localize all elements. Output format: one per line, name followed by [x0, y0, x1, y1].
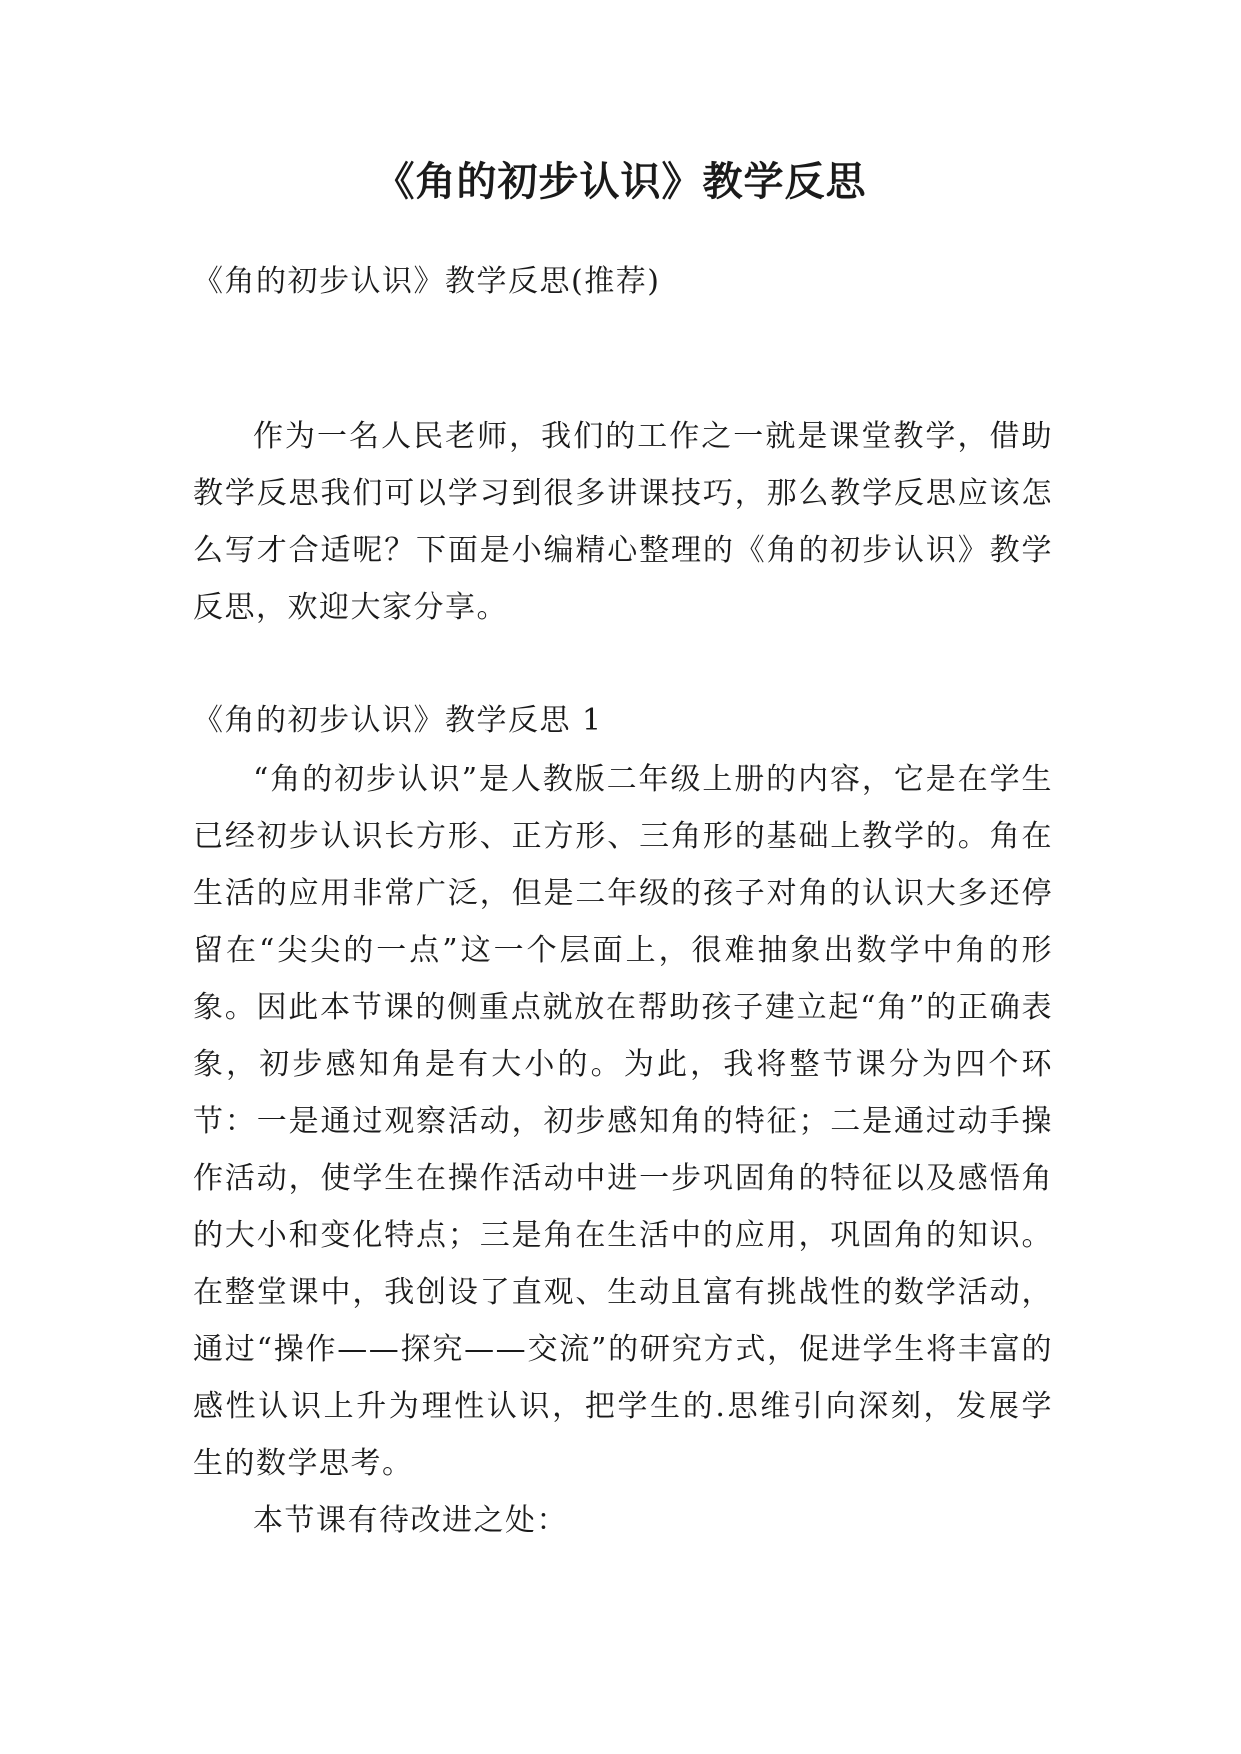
section-body	[193, 751, 1053, 1549]
intro-paragraph: 作为一名人民老师，我们的工作之一就是课堂教学，借助教学反思我们可以学习到很多讲课技巧，那么教学反思应该怎么写才合适呢？下面是小编精心整理的《角的初步认识》教学反思，欢迎大家分享。	[193, 419, 1053, 625]
section-paragraph: “角的初步认识”是人教版二年级上册的内容，它是在学生已经初步认识长方形、正方形、三角形的基础上教学的。角在生活的应用非常广泛，但是二年级的孩子对角的认识大多还停留在“尖尖的一点”这一个层面上，很难抽象出数学中角的形象。因此本节课的侧重点就放在帮助孩子建立起“角”的正确表象，初步感知角是有大小的。为此，我将整节课分为四个环节：一是通过观察活动，初步感知角的特征；二是通过动手操作活动，使学生在操作活动中进一步巩固角的特征以及感悟角的大小和变化特点；三是角在生活中的应用，巩固角的知识。在整堂课中，我创设了直观、生动且富有挑战性的数学活动，通过“操作——探究——交流”的研究方式，促进学生将丰富的感性认识上升为理性认识，把学生的.思维引向深刻，发展学生的数学思考。	[193, 762, 1053, 1481]
intro-section	[193, 408, 1053, 636]
document-subtitle: 《角的初步认识》教学反思(推荐)	[193, 264, 661, 299]
section-paragraph: 本节课有待改进之处：	[253, 1503, 568, 1538]
document-title: 《角的初步认识》教学反思	[374, 159, 867, 205]
section-heading: 《角的初步认识》教学反思 1	[193, 703, 603, 738]
